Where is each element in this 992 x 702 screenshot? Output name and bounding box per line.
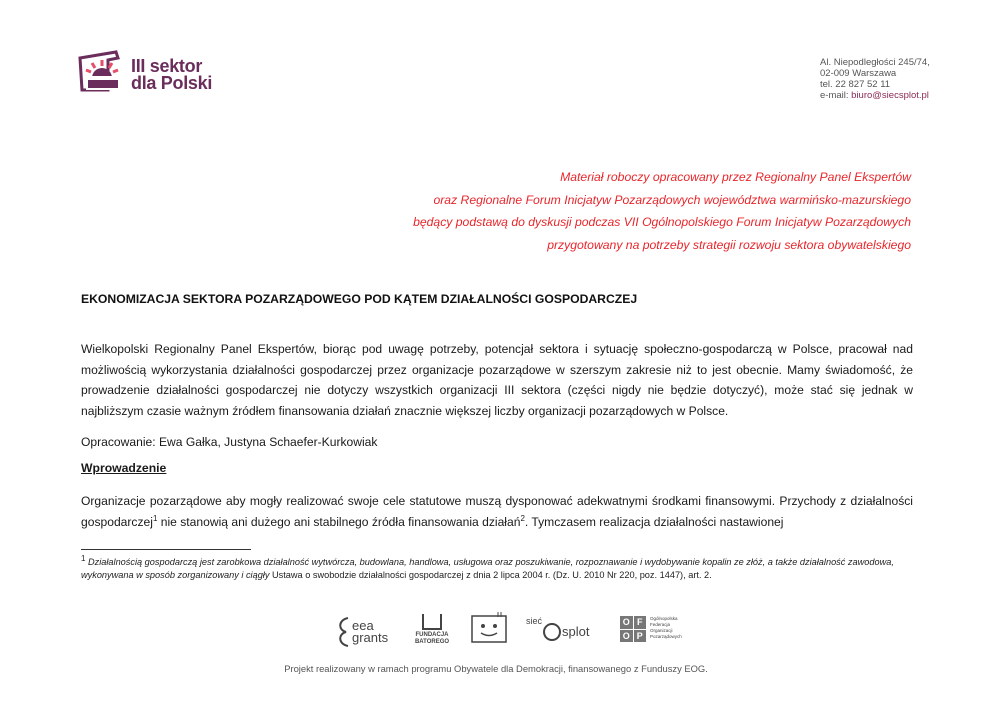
- face-logo-icon: [470, 612, 510, 648]
- splot-name: splot: [562, 624, 590, 639]
- email-link[interactable]: biuro@siecsplot.pl: [851, 90, 929, 101]
- document-title: EKONOMIZACJA SEKTORA POZARZĄDOWEGO POD KĄTEM DZIAŁALNOŚCI GOSPODARCZEJ: [81, 292, 638, 306]
- batory-mark-icon: [422, 614, 442, 630]
- logo-text: [131, 58, 212, 92]
- intro-note-line: Materiał roboczy opracowany przez Regionalny Panel Ekspertów: [560, 170, 911, 184]
- address-block: [820, 57, 930, 101]
- authors-line: Opracowanie: Ewa Gałka, Justyna Schaefer-Kurkowiak: [81, 435, 378, 449]
- ofop-letter: O: [620, 630, 633, 643]
- intro-note-line: będący podstawą do dyskusji podczas VII Ogólnopolskiego Forum Inicjatyw Pozarządowych: [413, 215, 911, 229]
- logo-3-sektor: [78, 50, 218, 100]
- ofop-text-line: Ogólnopolska: [650, 616, 678, 621]
- fundacja-batorego-logo: [412, 612, 458, 650]
- paragraph-text: nie stanowią ani dużego ani stabilnego źródła finansowania działań: [157, 514, 521, 529]
- ofop-text-line: Pozarządowych: [650, 634, 682, 639]
- paragraph-introduction: [81, 491, 913, 532]
- footer-note: Projekt realizowany w ramach programu Obywatele dla Demokracji, finansowanego z Funduszy EOG.: [284, 663, 708, 674]
- splot-swirl-icon: [542, 622, 562, 642]
- eea-line2: grants: [352, 630, 389, 645]
- paragraph-text: . Tymczasem realizacja działalności nastawionej: [524, 514, 784, 529]
- ofop-letter: P: [634, 630, 647, 643]
- paragraph-text: Organizacje pozarządowe aby mogły realizować swoje cele statutowe muszą dysponować adekwatnymi środkami finansowymi. Przychody z działalności gospodarczej: [81, 494, 913, 529]
- eea-grants-logo: [336, 612, 396, 650]
- ofop-letter: F: [634, 616, 647, 629]
- splot-prefix: sieć: [526, 616, 543, 626]
- sponsor-logos: [0, 612, 992, 652]
- footnote-text: Ustawa o swobodzie działalności gospodarczej z dnia 2 lipca 2004 r. (Dz. U. 2010 Nr 220, poz. 1447), art. 2.: [269, 569, 712, 580]
- address-street: Al. Niepodległości 245/74,: [820, 57, 930, 68]
- eea-line1: eea: [352, 618, 374, 633]
- batory-line2: BATOREGO: [414, 639, 450, 645]
- siec-splot-logo: [526, 612, 594, 650]
- footnote-number: 1: [81, 553, 86, 563]
- intro-note: [271, 166, 911, 256]
- logo-mark-icon: [78, 50, 126, 94]
- intro-note-line: przygotowany na potrzeby strategii rozwoju sektora obywatelskiego: [547, 237, 911, 252]
- address-city: 02-009 Warszawa: [820, 68, 897, 79]
- ofop-text-line: Federacja: [650, 622, 671, 627]
- paragraph-intro: Wielkopolski Regionalny Panel Ekspertów, biorąc pod uwagę potrzeby, potencjał sektora i sytuację społeczno-gospodarczą w Polsce, pracował nad możliwością wykorzystania działalności gospodarczej przez organizacje pozarządowe w szerszym zakresie niż to jest obecnie. Mamy świadomość, że prowadzenie działalności gospodarczej nie dotyczy wszystkich organizacji III sektora (części nigdy nie będzie dotyczyć), może stać się jednak w najbliższym czasie ważnym źródłem finansowania działań znacznie większej liczby organizacji pozarządowych w Polsce.: [81, 342, 913, 418]
- footnote-divider: [81, 549, 251, 550]
- footnote: [81, 553, 913, 581]
- footnote-italic-text: Działalnością gospodarczą jest zarobkowa działalność wytwórcza, budowlana, handlowa, usługowa oraz poszukiwanie, rozpoznawanie i wydobywanie kopalin ze złóż, a także działalność zawodowa, wykonywana w sposób zorganizowany i ciągły: [81, 557, 894, 580]
- eea-swirl-icon: [336, 616, 352, 648]
- address-phone: tel. 22 827 52 11: [820, 79, 891, 90]
- ofop-logo: [620, 612, 690, 650]
- logo-text-line2: dla Polski: [131, 73, 213, 93]
- address-email: [820, 90, 930, 101]
- logo-text-line1: III sektor: [131, 56, 203, 76]
- footnote-ref-2[interactable]: 2: [520, 513, 525, 523]
- email-label: e-mail:: [820, 90, 852, 101]
- batory-line1: FUNDACJA: [415, 632, 449, 638]
- section-heading: Wprowadzenie: [81, 461, 167, 475]
- sponsor-face-logo: [470, 612, 514, 650]
- intro-note-line: oraz Regionalne Forum Inicjatyw Pozarządowych województwa warmińsko-mazurskiego: [433, 192, 911, 207]
- ofop-letter: O: [620, 616, 633, 629]
- footnote-ref-1[interactable]: 1: [152, 513, 158, 523]
- ofop-text-line: Organizacji: [650, 628, 673, 633]
